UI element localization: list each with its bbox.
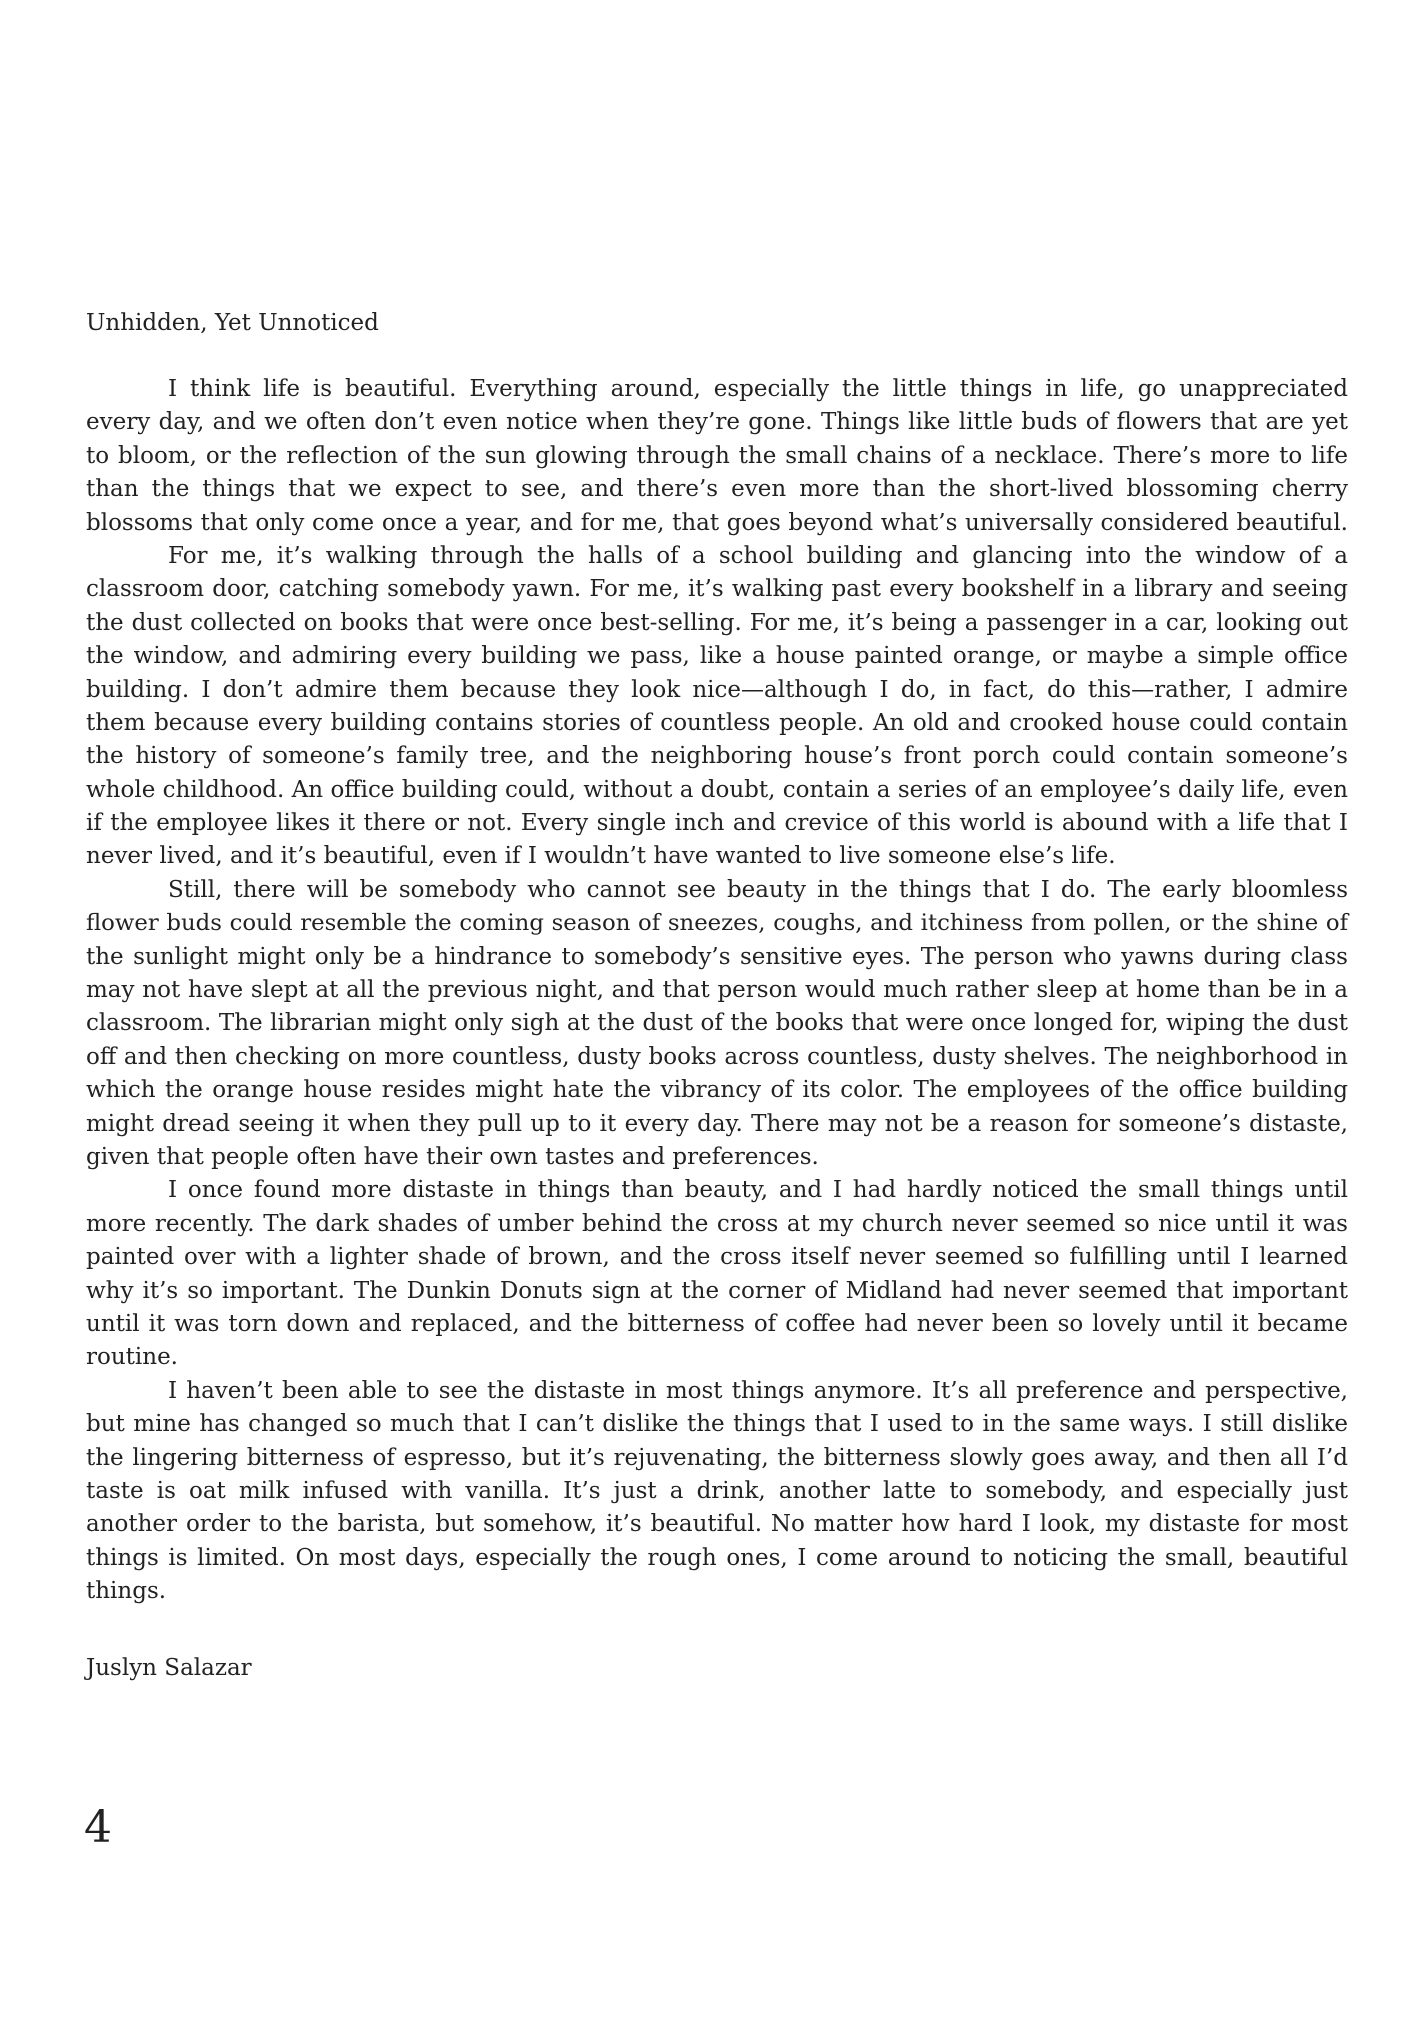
text-line: the window, and admiring every building we pass, like a house painted orange, or maybe a simple office bbox=[86, 643, 1348, 670]
text-line: the lingering bitterness of espresso, but it’s rejuvenating, the bitterness slowly goes away, and then all I’d bbox=[86, 1444, 1348, 1471]
text-line: routine. bbox=[86, 1344, 178, 1371]
text-line: flower buds could resemble the coming season of sneezes, coughs, and itchiness from pollen, or the shine of bbox=[86, 910, 1348, 937]
text-line: if the employee likes it there or not. Every single inch and crevice of this world is abound with a life that I bbox=[86, 810, 1348, 837]
text-line: painted over with a lighter shade of brown, and the cross itself never seemed so fulfilling until I learned bbox=[86, 1244, 1348, 1271]
text-line: I once found more distaste in things than beauty, and I had hardly noticed the small things until bbox=[168, 1177, 1348, 1204]
text-line: classroom. The librarian might only sigh at the dust of the books that were once longed for, wiping the dust bbox=[86, 1010, 1348, 1037]
text-line: building. I don’t admire them because they look nice—although I do, in fact, do this—rather, I admire bbox=[86, 676, 1348, 703]
text-line: blossoms that only come once a year, and for me, that goes beyond what’s universally considered beautiful. bbox=[86, 509, 1348, 536]
essay-title: Unhidden, Yet Unnoticed bbox=[86, 310, 379, 336]
text-line: to bloom, or the reflection of the sun glowing through the small chains of a necklace. There’s more to life bbox=[86, 442, 1348, 469]
text-line: things. bbox=[86, 1578, 167, 1605]
text-line: I haven’t been able to see the distaste in most things anymore. It’s all preference and perspective, bbox=[168, 1377, 1348, 1404]
text-line: never lived, and it’s beautiful, even if I wouldn’t have wanted to live someone else’s life. bbox=[86, 843, 1116, 870]
text-line: might dread seeing it when they pull up to it every day. There may not be a reason for someone’s distaste, bbox=[86, 1110, 1348, 1137]
text-line: but mine has changed so much that I can’t dislike the things that I used to in the same ways. I still dislike bbox=[86, 1411, 1348, 1438]
text-line: taste is oat milk infused with vanilla. It’s just a drink, another latte to somebody, and especially just bbox=[86, 1477, 1348, 1504]
text-line: why it’s so important. The Dunkin Donuts sign at the corner of Midland had never seemed that important bbox=[86, 1277, 1348, 1304]
text-line: classroom door, catching somebody yawn. For me, it’s walking past every bookshelf in a library and seeing bbox=[86, 576, 1348, 603]
author-name: Juslyn Salazar bbox=[86, 1655, 252, 1681]
text-line: every day, and we often don’t even notice when they’re gone. Things like little buds of flowers that are yet bbox=[86, 409, 1348, 436]
text-line: For me, it’s walking through the halls of a school building and glancing into the window of a bbox=[168, 542, 1348, 569]
text-line: I think life is beautiful. Everything around, especially the little things in life, go unappreciated bbox=[168, 376, 1348, 402]
text-line: than the things that we expect to see, and there’s even more than the short-lived blossoming cherry bbox=[86, 476, 1348, 503]
text-line: the dust collected on books that were once best-selling. For me, it’s being a passenger in a car, looking out bbox=[86, 609, 1348, 636]
text-line: may not have slept at all the previous night, and that person would much rather sleep at home than be in a bbox=[86, 977, 1348, 1004]
text-line: until it was torn down and replaced, and the bitterness of coffee had never been so lovely until it became bbox=[86, 1310, 1348, 1337]
essay-body bbox=[86, 373, 1348, 1608]
text-line: the sunlight might only be a hindrance to somebody’s sensitive eyes. The person who yawns during class bbox=[86, 943, 1348, 970]
text-line: off and then checking on more countless, dusty books across countless, dusty shelves. The neighborhood in bbox=[86, 1043, 1348, 1070]
text-line: Still, there will be somebody who cannot see beauty in the things that I do. The early bloomless bbox=[168, 876, 1348, 903]
text-line: whole childhood. An office building could, without a doubt, contain a series of an employee’s daily life, even bbox=[86, 776, 1348, 803]
text-line: given that people often have their own tastes and preferences. bbox=[86, 1143, 819, 1170]
text-line: another order to the barista, but somehow, it’s beautiful. No matter how hard I look, my distaste for most bbox=[86, 1511, 1348, 1538]
text-line: more recently. The dark shades of umber behind the cross at my church never seemed so nice until it was bbox=[86, 1210, 1348, 1237]
text-line: them because every building contains stories of countless people. An old and crooked house could contain bbox=[86, 709, 1348, 736]
text-line: things is limited. On most days, especially the rough ones, I come around to noticing the small, beautiful bbox=[86, 1544, 1348, 1571]
page-number: 4 bbox=[84, 1802, 112, 1853]
text-line: the history of someone’s family tree, and the neighboring house’s front porch could contain someone’s bbox=[86, 743, 1348, 770]
text-line: which the orange house resides might hate the vibrancy of its color. The employees of the office building bbox=[86, 1077, 1348, 1104]
